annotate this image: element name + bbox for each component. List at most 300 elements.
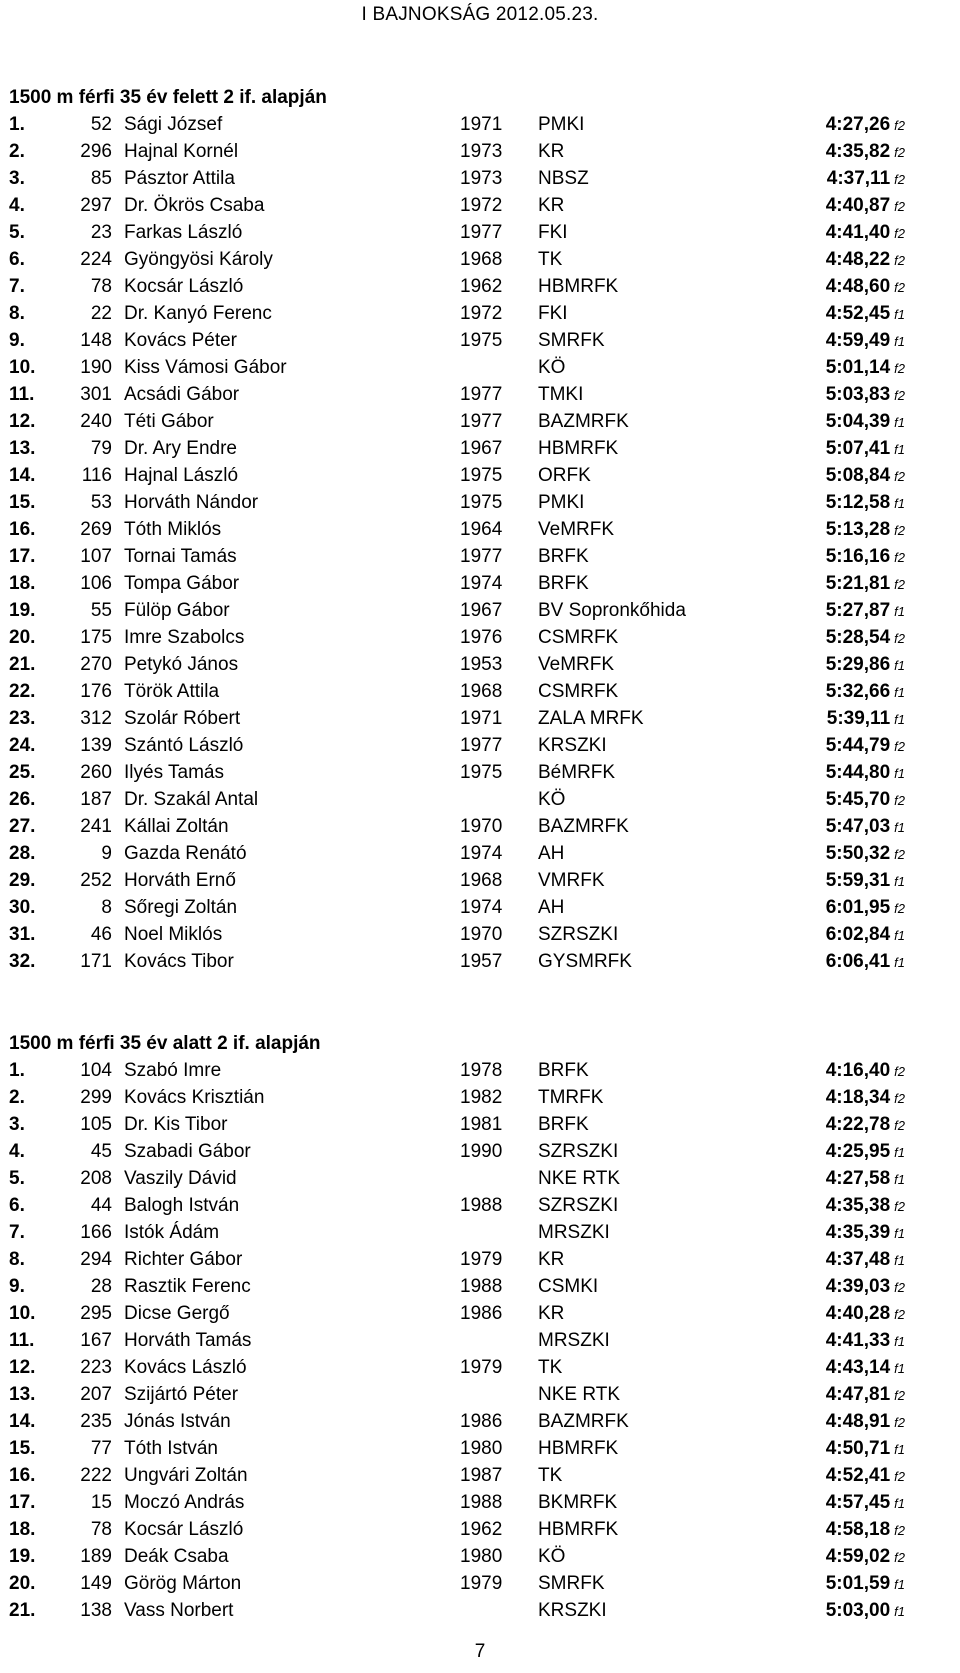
placing: 1. bbox=[9, 114, 25, 135]
bib-number: 299 bbox=[80, 1087, 112, 1108]
finish-time: 5:59,31 bbox=[825, 870, 891, 891]
birth-year: 1974 bbox=[460, 843, 503, 864]
club-name: BRFK bbox=[538, 546, 589, 567]
club-name: SMRFK bbox=[538, 1573, 605, 1594]
bib-number: 105 bbox=[80, 1114, 112, 1135]
club-name: VMRFK bbox=[538, 870, 605, 891]
placing: 32. bbox=[9, 951, 36, 972]
placing: 17. bbox=[9, 546, 36, 567]
birth-year: 1974 bbox=[460, 897, 503, 918]
heat-label: f2 bbox=[894, 172, 905, 187]
result-row bbox=[0, 1111, 960, 1138]
club-name: CSMRFK bbox=[538, 681, 619, 702]
finish-time: 4:35,38 bbox=[825, 1195, 891, 1216]
placing: 14. bbox=[9, 465, 36, 486]
athlete-name: Ungvári Zoltán bbox=[124, 1465, 248, 1486]
birth-year: 1972 bbox=[460, 195, 503, 216]
finish-time-cell bbox=[826, 813, 905, 841]
club-name: BRFK bbox=[538, 1114, 589, 1135]
finish-time-cell bbox=[826, 1192, 905, 1220]
bib-number: 28 bbox=[90, 1276, 112, 1297]
bib-number: 312 bbox=[80, 708, 112, 729]
finish-time: 5:39,11 bbox=[826, 708, 891, 729]
athlete-name: Moczó András bbox=[124, 1492, 245, 1513]
placing: 30. bbox=[9, 897, 36, 918]
finish-time: 4:41,40 bbox=[825, 222, 891, 243]
finish-time-cell bbox=[826, 732, 905, 760]
finish-time: 5:44,80 bbox=[825, 762, 891, 783]
heat-label: f1 bbox=[894, 1145, 905, 1160]
bib-number: 270 bbox=[80, 654, 112, 675]
club-name: HBMRFK bbox=[538, 1438, 619, 1459]
result-row bbox=[0, 948, 960, 975]
finish-time: 5:32,66 bbox=[825, 681, 891, 702]
result-row bbox=[0, 1435, 960, 1462]
athlete-name: Dr. Kis Tibor bbox=[124, 1114, 228, 1135]
heat-label: f2 bbox=[894, 280, 905, 295]
finish-time: 4:22,78 bbox=[825, 1114, 891, 1135]
birth-year: 1968 bbox=[460, 870, 503, 891]
finish-time-cell bbox=[826, 435, 905, 463]
club-name: VeMRFK bbox=[538, 654, 615, 675]
athlete-name: Szántó László bbox=[124, 735, 244, 756]
bib-number: 138 bbox=[80, 1600, 112, 1621]
result-row bbox=[0, 1354, 960, 1381]
heat-label: f2 bbox=[894, 1388, 905, 1403]
heat-label: f2 bbox=[894, 739, 905, 754]
birth-year: 1957 bbox=[460, 951, 503, 972]
club-name: NBSZ bbox=[538, 168, 589, 189]
finish-time: 4:25,95 bbox=[825, 1141, 891, 1162]
athlete-name: Dr. Kanyó Ferenc bbox=[124, 303, 272, 324]
athlete-name: Ilyés Tamás bbox=[124, 762, 224, 783]
finish-time-cell bbox=[826, 1354, 905, 1382]
finish-time-cell bbox=[826, 111, 905, 139]
finish-time-cell bbox=[826, 543, 905, 571]
athlete-name: Téti Gábor bbox=[124, 411, 214, 432]
placing: 15. bbox=[9, 492, 36, 513]
athlete-name: Hajnal László bbox=[124, 465, 239, 486]
finish-time: 5:07,41 bbox=[825, 438, 891, 459]
athlete-name: Gyöngyösi Károly bbox=[124, 249, 273, 270]
result-row bbox=[0, 1381, 960, 1408]
athlete-name: Horváth Tamás bbox=[124, 1330, 252, 1351]
heat-label: f2 bbox=[894, 361, 905, 376]
bib-number: 139 bbox=[80, 735, 112, 756]
bib-number: 85 bbox=[90, 168, 112, 189]
heat-label: f2 bbox=[894, 1091, 905, 1106]
birth-year: 1986 bbox=[460, 1303, 503, 1324]
bib-number: 167 bbox=[80, 1330, 112, 1351]
heat-label: f2 bbox=[894, 1550, 905, 1565]
placing: 8. bbox=[9, 1249, 25, 1270]
club-name: BéMRFK bbox=[538, 762, 616, 783]
finish-time-cell bbox=[826, 1597, 905, 1625]
result-row bbox=[0, 1327, 960, 1354]
result-row bbox=[0, 1192, 960, 1219]
bib-number: 189 bbox=[80, 1546, 112, 1567]
result-row bbox=[0, 381, 960, 408]
result-row bbox=[0, 1408, 960, 1435]
birth-year: 1964 bbox=[460, 519, 503, 540]
placing: 12. bbox=[9, 411, 36, 432]
heat-label: f1 bbox=[894, 1226, 905, 1241]
result-row bbox=[0, 1219, 960, 1246]
placing: 28. bbox=[9, 843, 36, 864]
result-row bbox=[0, 1138, 960, 1165]
club-name: PMKI bbox=[538, 114, 585, 135]
finish-time-cell bbox=[826, 381, 905, 409]
finish-time: 5:21,81 bbox=[825, 573, 891, 594]
birth-year: 1979 bbox=[460, 1573, 503, 1594]
result-row bbox=[0, 651, 960, 678]
finish-time: 5:45,70 bbox=[825, 789, 891, 810]
placing: 10. bbox=[9, 357, 36, 378]
finish-time-cell bbox=[826, 138, 905, 166]
placing: 13. bbox=[9, 1384, 36, 1405]
heat-label: f1 bbox=[894, 1172, 905, 1187]
placing: 3. bbox=[9, 1114, 25, 1135]
bib-number: 175 bbox=[80, 627, 112, 648]
bib-number: 79 bbox=[90, 438, 112, 459]
birth-year: 1977 bbox=[460, 411, 503, 432]
result-row bbox=[0, 408, 960, 435]
club-name: BAZMRFK bbox=[538, 816, 629, 837]
club-name: SZRSZKI bbox=[538, 924, 619, 945]
athlete-name: Deák Csaba bbox=[124, 1546, 229, 1567]
page-header: I BAJNOKSÁG 2012.05.23. bbox=[361, 4, 599, 25]
club-name: KÖ bbox=[538, 789, 566, 810]
athlete-name: Török Attila bbox=[124, 681, 220, 702]
club-name: KRSZKI bbox=[538, 1600, 607, 1621]
birth-year: 1962 bbox=[460, 1519, 503, 1540]
finish-time-cell bbox=[827, 705, 905, 733]
club-name: KR bbox=[538, 1303, 565, 1324]
finish-time-cell bbox=[826, 840, 905, 868]
bib-number: 235 bbox=[80, 1411, 112, 1432]
result-row bbox=[0, 786, 960, 813]
athlete-name: Gazda Renátó bbox=[124, 843, 247, 864]
placing: 15. bbox=[9, 1438, 36, 1459]
club-name: MRSZKI bbox=[538, 1222, 610, 1243]
finish-time: 4:58,18 bbox=[825, 1519, 891, 1540]
result-row bbox=[0, 1057, 960, 1084]
heat-label: f2 bbox=[894, 1064, 905, 1079]
placing: 25. bbox=[9, 762, 36, 783]
bib-number: 269 bbox=[80, 519, 112, 540]
result-row bbox=[0, 111, 960, 138]
result-row bbox=[0, 489, 960, 516]
club-name: BAZMRFK bbox=[538, 411, 629, 432]
heat-label: f2 bbox=[894, 793, 905, 808]
birth-year: 1977 bbox=[460, 735, 503, 756]
placing: 20. bbox=[9, 627, 36, 648]
club-name: KRSZKI bbox=[538, 735, 607, 756]
result-row bbox=[0, 921, 960, 948]
birth-year: 1973 bbox=[460, 141, 503, 162]
results-list bbox=[0, 111, 960, 975]
club-name: BV Sopronkőhida bbox=[538, 600, 686, 621]
bib-number: 207 bbox=[80, 1384, 112, 1405]
athlete-name: Szijártó Péter bbox=[124, 1384, 239, 1405]
club-name: KÖ bbox=[538, 357, 566, 378]
heat-label: f2 bbox=[894, 253, 905, 268]
birth-year: 1977 bbox=[460, 546, 503, 567]
finish-time-cell bbox=[826, 273, 905, 301]
bib-number: 222 bbox=[80, 1465, 112, 1486]
club-name: ORFK bbox=[538, 465, 591, 486]
club-name: KR bbox=[538, 195, 565, 216]
bib-number: 55 bbox=[90, 600, 112, 621]
club-name: TK bbox=[538, 1357, 563, 1378]
placing: 11. bbox=[9, 384, 35, 405]
athlete-name: Farkas László bbox=[124, 222, 243, 243]
athlete-name: Kovács Péter bbox=[124, 330, 237, 351]
heat-label: f1 bbox=[894, 1496, 905, 1511]
birth-year: 1988 bbox=[460, 1195, 503, 1216]
bib-number: 187 bbox=[80, 789, 112, 810]
birth-year: 1981 bbox=[460, 1114, 503, 1135]
heat-label: f2 bbox=[894, 1415, 905, 1430]
athlete-name: Vass Norbert bbox=[124, 1600, 234, 1621]
bib-number: 297 bbox=[80, 195, 112, 216]
result-row bbox=[0, 894, 960, 921]
athlete-name: Szabadi Gábor bbox=[124, 1141, 251, 1162]
heat-label: f1 bbox=[894, 604, 905, 619]
finish-time-cell bbox=[826, 300, 905, 328]
bib-number: 296 bbox=[80, 141, 112, 162]
finish-time: 4:37,11 bbox=[826, 168, 891, 189]
bib-number: 171 bbox=[80, 951, 112, 972]
placing: 14. bbox=[9, 1411, 36, 1432]
placing: 6. bbox=[9, 249, 25, 270]
finish-time: 4:43,14 bbox=[825, 1357, 891, 1378]
finish-time-cell bbox=[826, 1273, 905, 1301]
birth-year: 1977 bbox=[460, 384, 503, 405]
birth-year: 1979 bbox=[460, 1357, 503, 1378]
heat-label: f2 bbox=[894, 226, 905, 241]
finish-time: 5:12,58 bbox=[825, 492, 891, 513]
athlete-name: Szolár Róbert bbox=[124, 708, 241, 729]
finish-time-cell bbox=[826, 867, 905, 895]
heat-label: f1 bbox=[894, 1334, 905, 1349]
bib-number: 190 bbox=[80, 357, 112, 378]
finish-time: 5:01,14 bbox=[825, 357, 891, 378]
finish-time-cell bbox=[827, 165, 905, 193]
club-name: NKE RTK bbox=[538, 1168, 621, 1189]
heat-label: f2 bbox=[894, 1523, 905, 1538]
club-name: MRSZKI bbox=[538, 1330, 610, 1351]
placing: 5. bbox=[9, 1168, 25, 1189]
birth-year: 1973 bbox=[460, 168, 503, 189]
result-row bbox=[0, 1165, 960, 1192]
bib-number: 106 bbox=[80, 573, 112, 594]
finish-time-cell bbox=[826, 1327, 905, 1355]
finish-time: 5:47,03 bbox=[825, 816, 891, 837]
heat-label: f1 bbox=[894, 928, 905, 943]
finish-time-cell bbox=[826, 462, 905, 490]
placing: 16. bbox=[9, 1465, 36, 1486]
finish-time-cell bbox=[826, 408, 905, 436]
finish-time: 4:27,58 bbox=[825, 1168, 891, 1189]
result-row bbox=[0, 543, 960, 570]
finish-time-cell bbox=[826, 327, 905, 355]
bib-number: 241 bbox=[80, 816, 112, 837]
result-row bbox=[0, 435, 960, 462]
athlete-name: Sági József bbox=[124, 114, 223, 135]
birth-year: 1971 bbox=[460, 708, 503, 729]
heat-label: f1 bbox=[894, 1442, 905, 1457]
result-row bbox=[0, 300, 960, 327]
bib-number: 9 bbox=[101, 843, 112, 864]
heat-label: f2 bbox=[894, 469, 905, 484]
section-title: 1500 m férfi 35 év alatt 2 if. alapján bbox=[9, 1033, 321, 1054]
bib-number: 149 bbox=[80, 1573, 112, 1594]
birth-year: 1975 bbox=[460, 330, 503, 351]
placing: 22. bbox=[9, 681, 36, 702]
birth-year: 1975 bbox=[460, 465, 503, 486]
finish-time: 4:47,81 bbox=[825, 1384, 891, 1405]
finish-time: 5:16,16 bbox=[825, 546, 891, 567]
bib-number: 294 bbox=[80, 1249, 112, 1270]
result-row bbox=[0, 597, 960, 624]
finish-time-cell bbox=[826, 1111, 905, 1139]
bib-number: 148 bbox=[80, 330, 112, 351]
heat-label: f1 bbox=[894, 334, 905, 349]
club-name: AH bbox=[538, 843, 565, 864]
heat-label: f1 bbox=[894, 496, 905, 511]
birth-year: 1953 bbox=[460, 654, 503, 675]
athlete-name: Horváth Nándor bbox=[124, 492, 259, 513]
result-row bbox=[0, 219, 960, 246]
finish-time-cell bbox=[826, 1462, 905, 1490]
heat-label: f2 bbox=[894, 550, 905, 565]
athlete-name: Istók Ádám bbox=[124, 1222, 220, 1243]
placing: 17. bbox=[9, 1492, 36, 1513]
result-row bbox=[0, 867, 960, 894]
birth-year: 1978 bbox=[460, 1060, 503, 1081]
athlete-name: Tóth István bbox=[124, 1438, 218, 1459]
finish-time-cell bbox=[826, 246, 905, 274]
birth-year: 1974 bbox=[460, 573, 503, 594]
finish-time-cell bbox=[826, 597, 905, 625]
bib-number: 223 bbox=[80, 1357, 112, 1378]
result-row bbox=[0, 1543, 960, 1570]
finish-time-cell bbox=[826, 1489, 905, 1517]
bib-number: 23 bbox=[90, 222, 112, 243]
finish-time-cell bbox=[826, 948, 905, 976]
bib-number: 260 bbox=[80, 762, 112, 783]
finish-time-cell bbox=[826, 1435, 905, 1463]
placing: 29. bbox=[9, 870, 36, 891]
club-name: HBMRFK bbox=[538, 276, 619, 297]
heat-label: f1 bbox=[894, 685, 905, 700]
finish-time-cell bbox=[826, 1516, 905, 1544]
finish-time: 5:08,84 bbox=[825, 465, 891, 486]
placing: 23. bbox=[9, 708, 36, 729]
athlete-name: Acsádi Gábor bbox=[124, 384, 240, 405]
birth-year: 1968 bbox=[460, 249, 503, 270]
result-row bbox=[0, 516, 960, 543]
athlete-name: Kovács Tibor bbox=[124, 951, 234, 972]
heat-label: f2 bbox=[894, 631, 905, 646]
placing: 4. bbox=[9, 1141, 25, 1162]
birth-year: 1986 bbox=[460, 1411, 503, 1432]
bib-number: 295 bbox=[80, 1303, 112, 1324]
placing: 27. bbox=[9, 816, 36, 837]
bib-number: 53 bbox=[90, 492, 112, 513]
club-name: TMKI bbox=[538, 384, 584, 405]
result-row bbox=[0, 1570, 960, 1597]
club-name: BRFK bbox=[538, 1060, 589, 1081]
athlete-name: Tompa Gábor bbox=[124, 573, 240, 594]
athlete-name: Kovács László bbox=[124, 1357, 247, 1378]
athlete-name: Vaszily Dávid bbox=[124, 1168, 237, 1189]
bib-number: 176 bbox=[80, 681, 112, 702]
placing: 31. bbox=[9, 924, 36, 945]
finish-time-cell bbox=[826, 1138, 905, 1166]
heat-label: f2 bbox=[894, 901, 905, 916]
finish-time: 4:59,02 bbox=[825, 1546, 891, 1567]
finish-time-cell bbox=[826, 1381, 905, 1409]
result-row bbox=[0, 354, 960, 381]
finish-time: 5:44,79 bbox=[825, 735, 891, 756]
placing: 12. bbox=[9, 1357, 36, 1378]
result-row bbox=[0, 1084, 960, 1111]
bib-number: 44 bbox=[90, 1195, 112, 1216]
birth-year: 1982 bbox=[460, 1087, 503, 1108]
heat-label: f1 bbox=[894, 820, 905, 835]
result-row bbox=[0, 246, 960, 273]
results-section-under-35 bbox=[0, 1030, 960, 1624]
heat-label: f1 bbox=[894, 658, 905, 673]
birth-year: 1980 bbox=[460, 1546, 503, 1567]
finish-time: 4:37,48 bbox=[825, 1249, 891, 1270]
finish-time-cell bbox=[826, 1408, 905, 1436]
birth-year: 1962 bbox=[460, 276, 503, 297]
result-row bbox=[0, 462, 960, 489]
athlete-name: Horváth Ernő bbox=[124, 870, 236, 891]
finish-time: 5:03,00 bbox=[825, 1600, 891, 1621]
athlete-name: Hajnal Kornél bbox=[124, 141, 239, 162]
club-name: KÖ bbox=[538, 1546, 566, 1567]
bib-number: 78 bbox=[90, 1519, 112, 1540]
finish-time-cell bbox=[826, 354, 905, 382]
birth-year: 1975 bbox=[460, 492, 503, 513]
club-name: TMRFK bbox=[538, 1087, 604, 1108]
result-row bbox=[0, 165, 960, 192]
result-row bbox=[0, 273, 960, 300]
placing: 24. bbox=[9, 735, 36, 756]
heat-label: f1 bbox=[894, 955, 905, 970]
finish-time-cell bbox=[826, 921, 905, 949]
bib-number: 116 bbox=[81, 465, 112, 486]
finish-time: 4:52,41 bbox=[825, 1465, 891, 1486]
athlete-name: Pásztor Attila bbox=[124, 168, 235, 189]
result-row bbox=[0, 678, 960, 705]
placing: 10. bbox=[9, 1303, 36, 1324]
birth-year: 1990 bbox=[460, 1141, 503, 1162]
athlete-name: Noel Miklós bbox=[124, 924, 223, 945]
birth-year: 1977 bbox=[460, 222, 503, 243]
heat-label: f2 bbox=[894, 145, 905, 160]
bib-number: 240 bbox=[80, 411, 112, 432]
club-name: SMRFK bbox=[538, 330, 605, 351]
finish-time: 4:59,49 bbox=[825, 330, 891, 351]
birth-year: 1979 bbox=[460, 1249, 503, 1270]
section-title: 1500 m férfi 35 év felett 2 if. alapján bbox=[9, 87, 327, 108]
athlete-name: Jónás István bbox=[124, 1411, 231, 1432]
